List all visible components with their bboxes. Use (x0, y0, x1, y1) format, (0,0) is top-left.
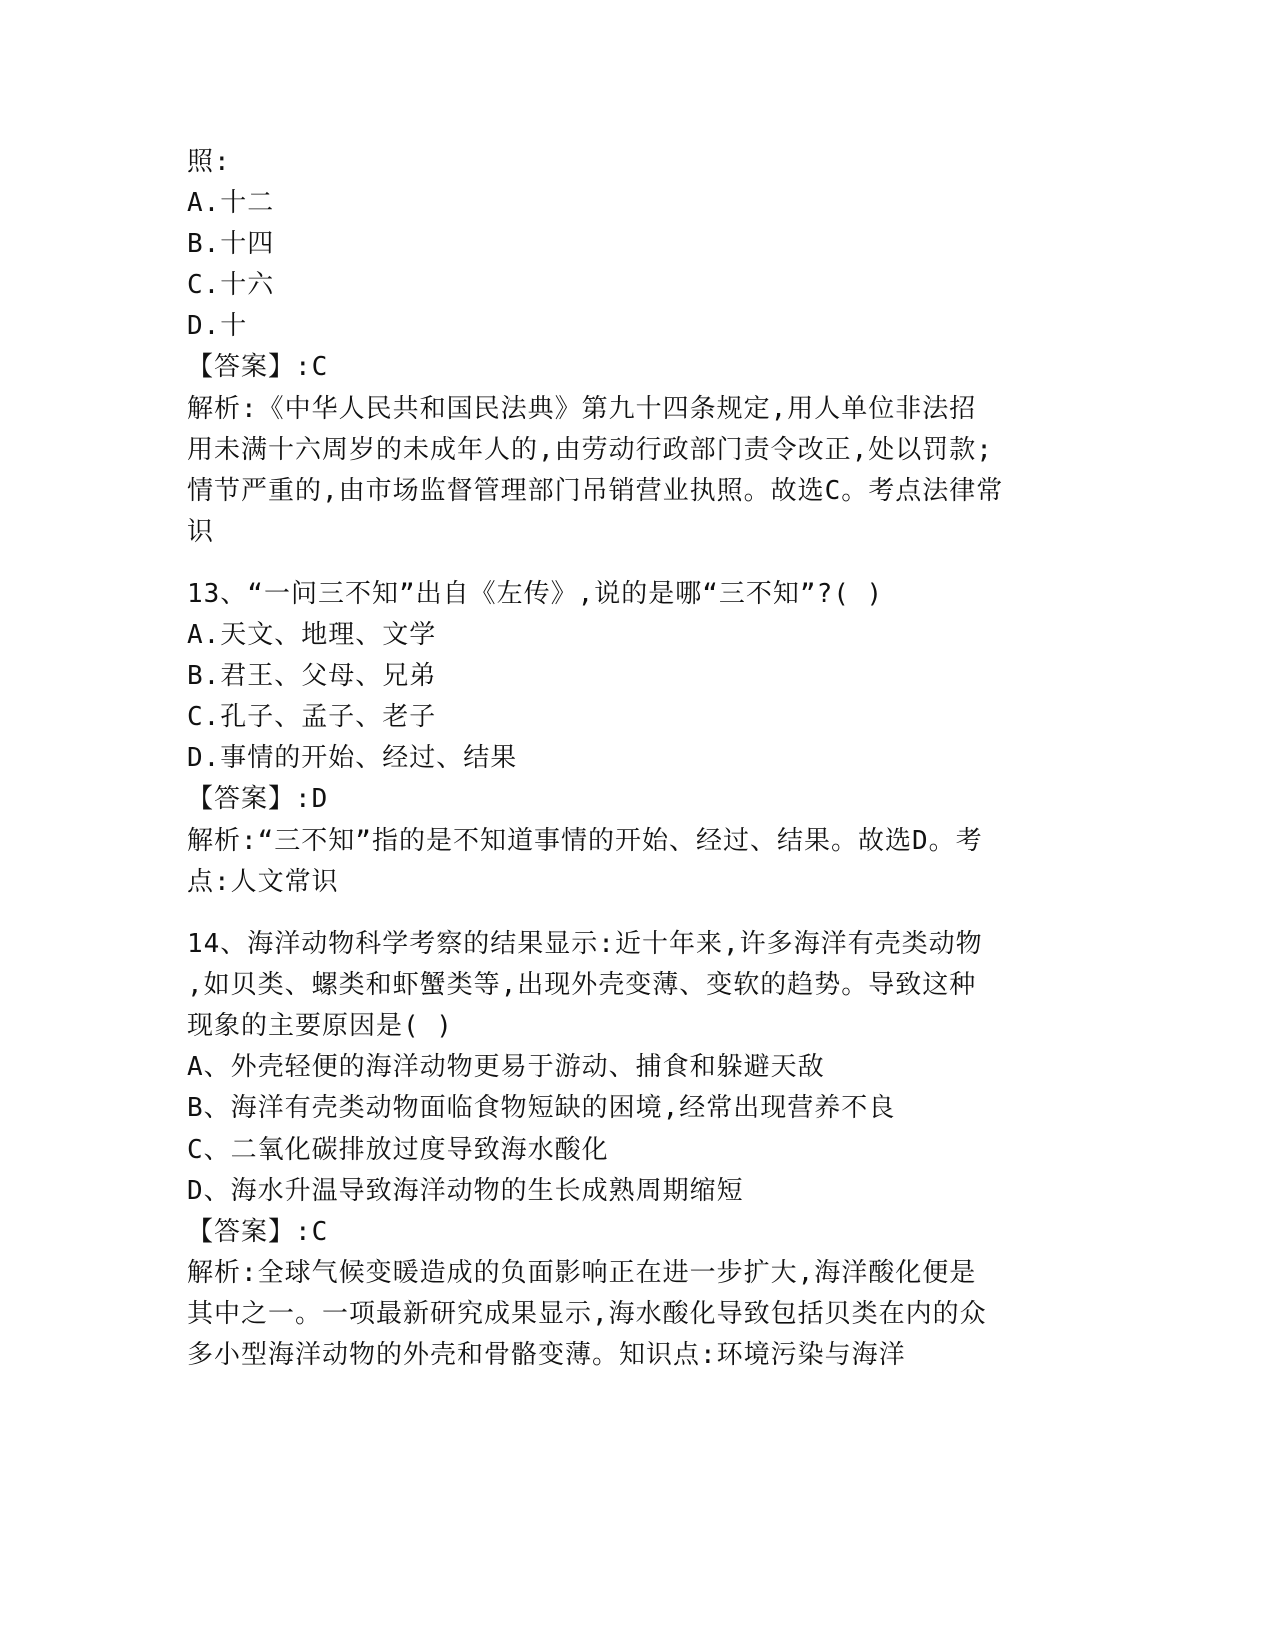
question-12-explanation-line-4: 识 (187, 517, 215, 547)
question-13-option-a: A.天文、地理、文学 (187, 620, 437, 650)
question-14-answer: 【答案】:C (187, 1217, 329, 1247)
question-14-stem-line-2: ,如贝类、螺类和虾蟹类等,出现外壳变薄、变软的趋势。导致这种 (187, 970, 977, 1000)
question-14-explanation-line-1: 解析:全球气候变暖造成的负面影响正在进一步扩大,海洋酸化便是 (187, 1258, 977, 1288)
question-14-stem-line-3: 现象的主要原因是( ) (187, 1011, 453, 1041)
question-12-option-c: C.十六 (187, 270, 275, 300)
question-13-answer: 【答案】:D (187, 784, 329, 814)
question-12-explanation-line-2: 用未满十六周岁的未成年人的,由劳动行政部门责令改正,处以罚款; (187, 435, 993, 465)
question-12-option-d: D.十 (187, 311, 248, 341)
question-13-option-c: C.孔子、孟子、老子 (187, 702, 437, 732)
question-13-explanation-line-1: 解析:“三不知”指的是不知道事情的开始、经过、结果。故选D。考 (187, 826, 983, 856)
question-14-option-b: B、海洋有壳类动物面临食物短缺的困境,经常出现营养不良 (187, 1093, 896, 1123)
question-13-explanation-line-2: 点:人文常识 (187, 867, 339, 897)
question-12-stem-end: 照: (187, 147, 231, 177)
question-14-option-a: A、外壳轻便的海洋动物更易于游动、捕食和躲避天敌 (187, 1052, 825, 1082)
question-14-option-c: C、二氧化碳排放过度导致海水酸化 (187, 1135, 609, 1165)
question-14-stem-line-1: 14、海洋动物科学考察的结果显示:近十年来,许多海洋有壳类动物 (187, 929, 983, 959)
question-12-explanation-line-3: 情节严重的,由市场监督管理部门吊销营业执照。故选C。考点法律常 (187, 476, 1004, 506)
question-14-explanation-line-2: 其中之一。一项最新研究成果显示,海水酸化导致包括贝类在内的众 (187, 1299, 987, 1329)
question-13-stem: 13、“一问三不知”出自《左传》,说的是哪“三不知”?( ) (187, 579, 884, 609)
question-13-option-d: D.事情的开始、经过、结果 (187, 743, 518, 773)
question-14-option-d: D、海水升温导致海洋动物的生长成熟周期缩短 (187, 1176, 744, 1206)
question-14-explanation-line-3: 多小型海洋动物的外壳和骨骼变薄。知识点:环境污染与海洋 (187, 1340, 906, 1370)
question-13-option-b: B.君王、父母、兄弟 (187, 661, 437, 691)
question-12-option-b: B.十四 (187, 229, 275, 259)
question-12-explanation-line-1: 解析:《中华人民共和国民法典》第九十四条规定,用人单位非法招 (187, 394, 977, 424)
question-12-answer: 【答案】:C (187, 352, 329, 382)
question-12-option-a: A.十二 (187, 188, 275, 218)
